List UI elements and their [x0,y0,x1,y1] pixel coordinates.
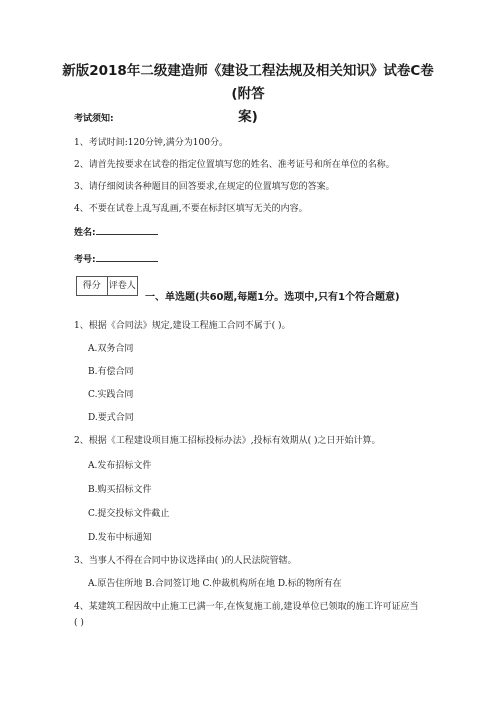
exam-title [62,60,434,129]
question-stem-cont: ( ) [74,618,84,628]
option-b: B.有偿合同 [88,367,134,377]
score-cell: 得分 [82,281,101,291]
name-field [74,225,158,239]
name-blank[interactable] [96,225,158,235]
notice-item: 1、考试时间:120分钟,满分为100分。 [74,138,228,148]
id-field [74,252,158,266]
notice-item: 2、请首先按要求在试卷的指定位置填写您的姓名、准考证号和所在单位的名称。 [74,160,395,170]
notice-heading: 考试须知: [74,114,114,124]
section-heading: 一、单选题(共60题,每题1分。选项中,只有1个符合题意) [145,292,400,303]
id-blank[interactable] [96,252,158,262]
option-d: D.要式合同 [88,413,134,423]
title-line-2: 案) [238,109,258,125]
option-d: D.发布中标通知 [88,533,152,543]
option-b: B.购买招标文件 [88,485,152,495]
id-label: 考号: [74,255,96,265]
option-c: C.提交投标文件截止 [88,509,170,519]
notice-item: 3、请仔细阅读各种题目的回答要求,在规定的位置填写您的答案。 [74,182,335,192]
name-label: 姓名: [74,228,96,238]
option-c: C.实践合同 [88,390,134,400]
options-inline: A.原告住所地 B.合同签订地 C.仲裁机构所在地 D.标的物所有在 [88,579,342,589]
option-a: A.发布招标文件 [88,461,152,471]
question-stem: 1、根据《合同法》规定,建设工程施工合同不属于( )。 [74,321,291,331]
option-a: A.双务合同 [88,344,134,354]
question-stem: 2、根据《工程建设项目施工招标投标办法》,投标有效期从( )之日开始计算。 [74,436,381,446]
question-stem: 4、某建筑工程因故中止施工已满一年,在恢复施工前,建设单位已领取的施工许可证应当 [74,602,419,612]
notice-item: 4、不要在试卷上乱写乱画,不要在标封区填写无关的内容。 [74,204,308,214]
title-line-1: 新版2018年二级建造师《建设工程法规及相关知识》试卷C卷(附答 [62,63,434,102]
question-stem: 3、当事人不得在合同中协议选择由( )的人民法院管辖。 [74,556,297,566]
grader-cell: 评卷人 [107,277,138,295]
score-box [76,276,138,296]
